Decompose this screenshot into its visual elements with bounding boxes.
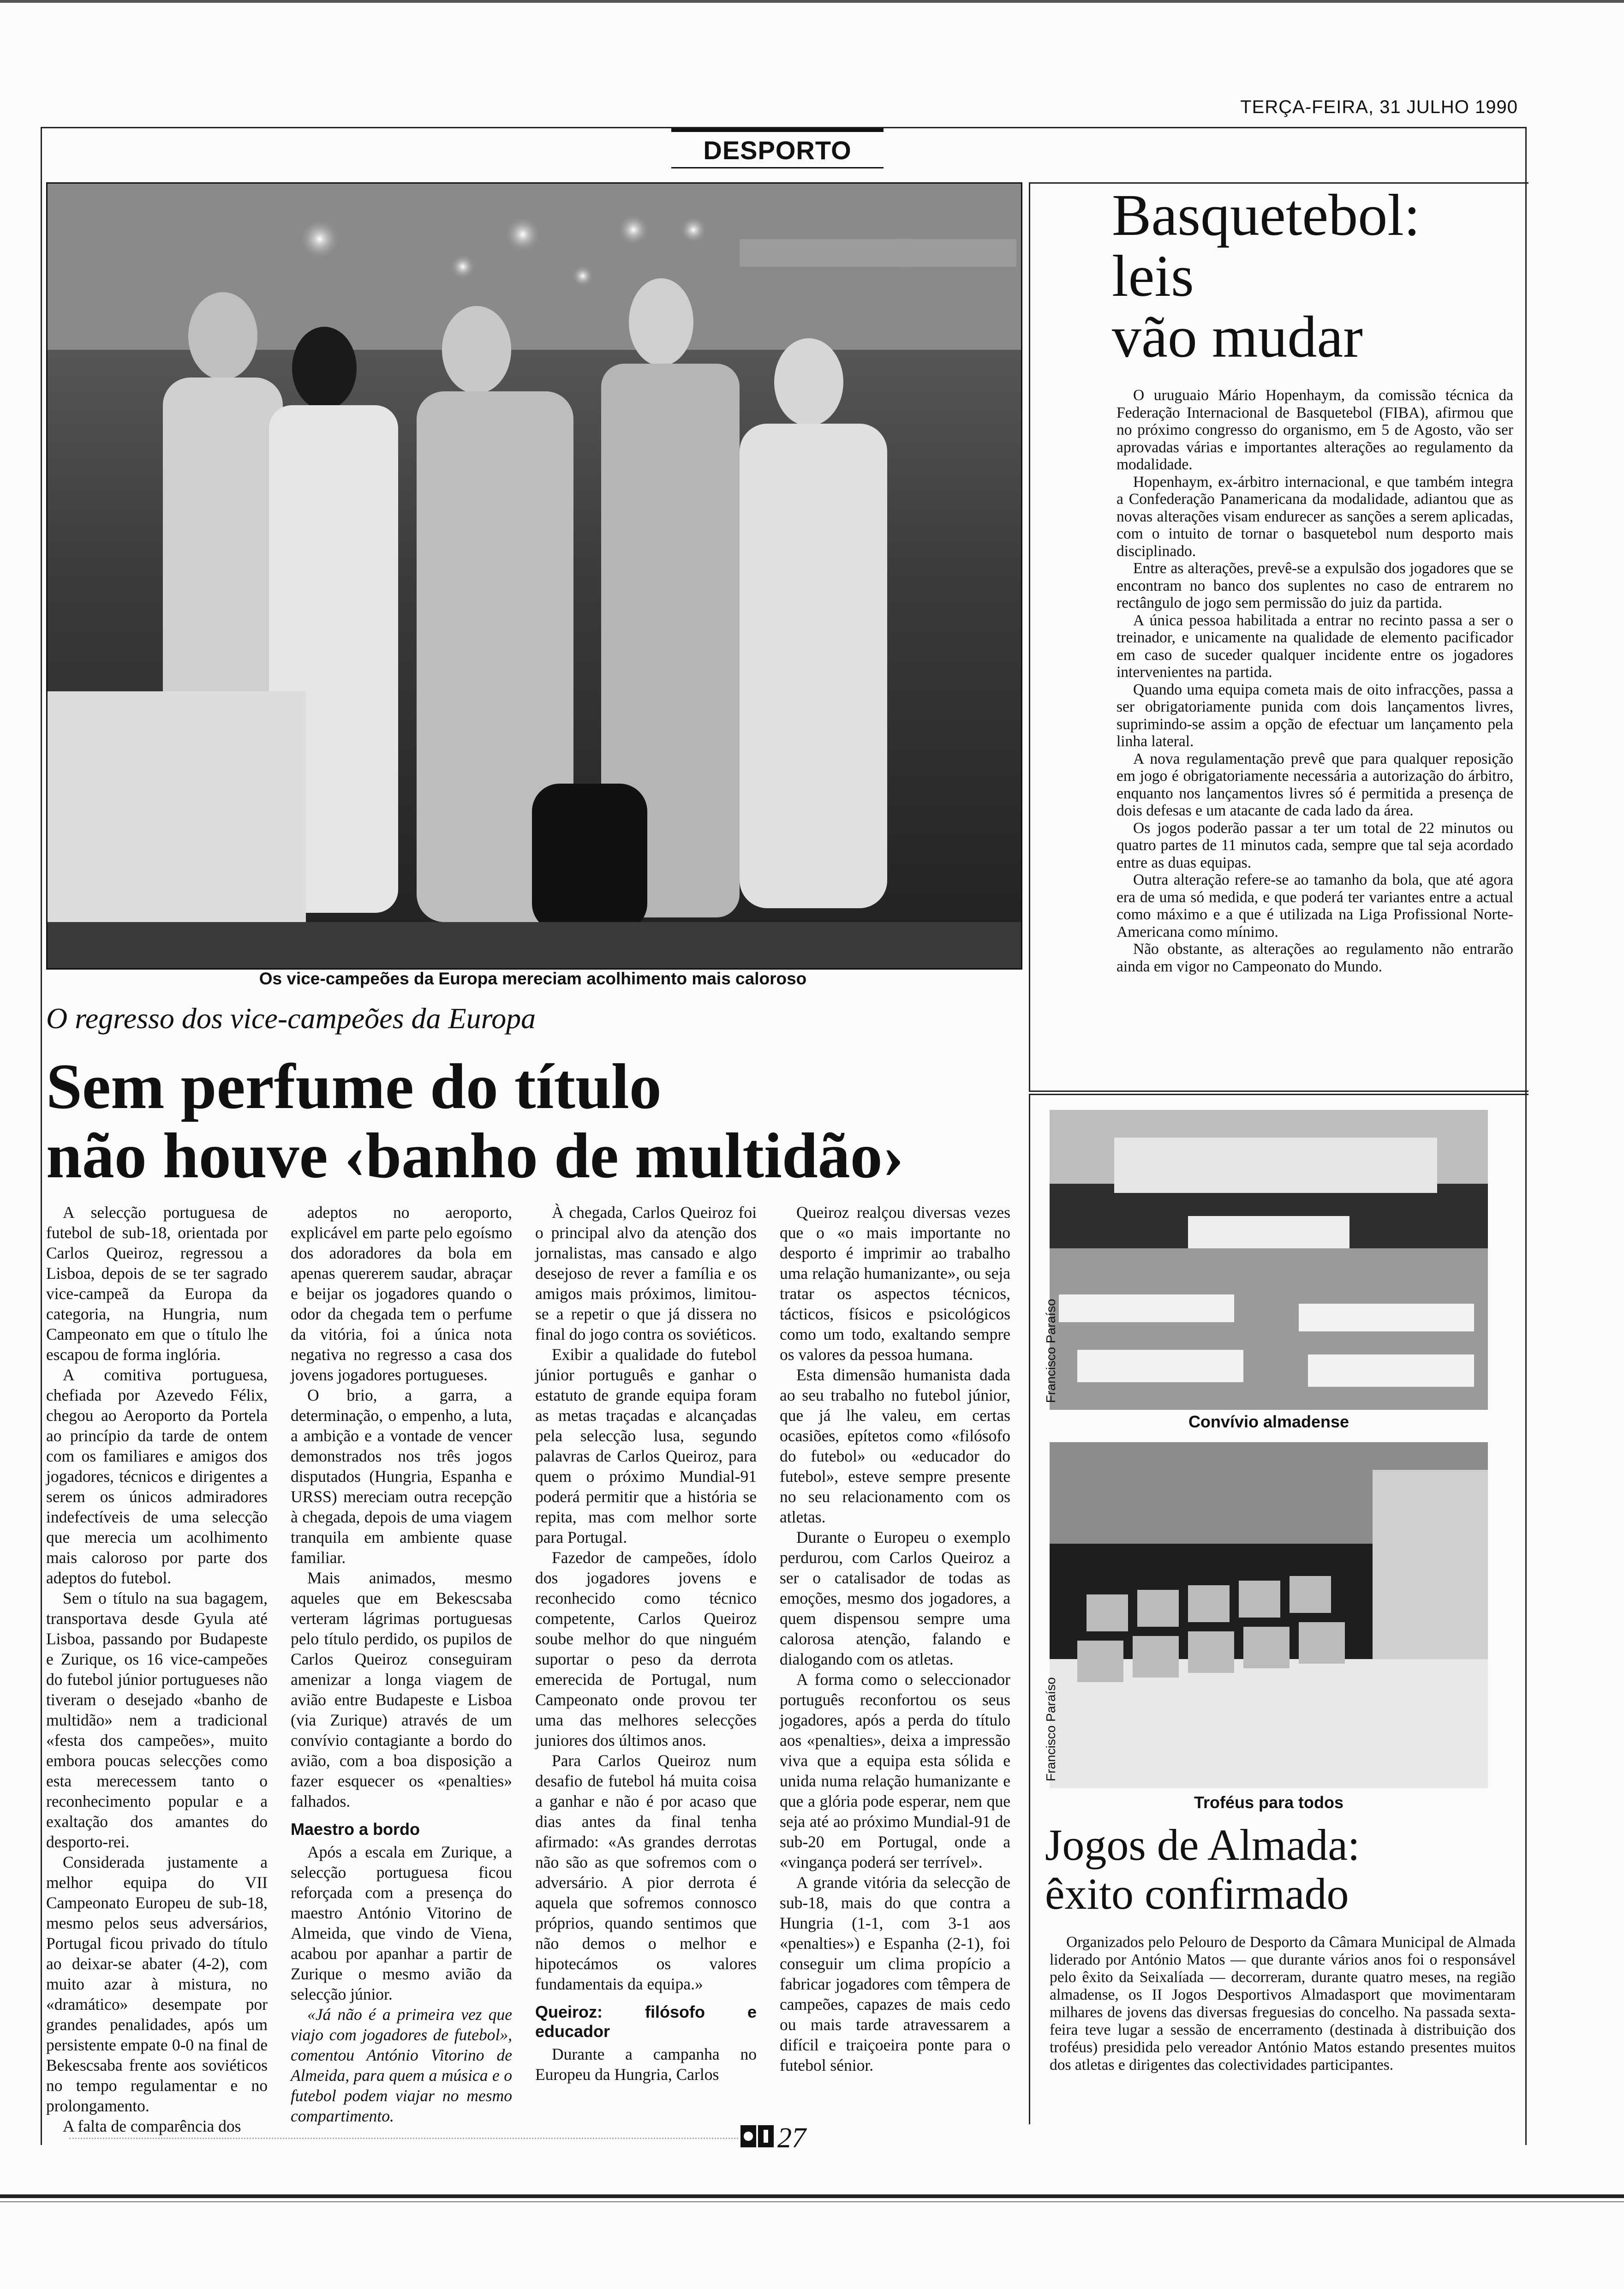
team-arrival-photo (48, 184, 1021, 968)
paragraph: Organizados pelo Pelouro de Desporto da Câmara Municipal de Almada liderado por António Matos — que durante vários anos foi o responsável pelo êxito da Seixalíada — decorreram, durante quatro meses, na região almadense, os II Jogos Desportivos Almadasport que movimentaram milhares de jovens das diversas freguesias do concelho. Na passada sexta-feira teve lugar a sessão de encerramento (destinada à distribuição dos troféus) presidida pelo vereador António Matos estando presentes muitos dos atletas e dirigentes das colectividades participantes. (1050, 1934, 1516, 2073)
main-photo-caption: Os vice-campeões da Europa mereciam acolhimento mais caloroso (259, 969, 807, 988)
paragraph: Outra alteração refere-se ao tamanho da bola, que até agora era de uma só medida, e que poderá ter variantes entre a actual como máximo e a que é utilizada na Liga Profissional Norte-Americana como mínimo. (1116, 871, 1513, 941)
kicker: O regresso dos vice-campeões da Europa (46, 1002, 536, 1035)
subhead-maestro: Maestro a bordo (291, 1820, 420, 1839)
paragraph: O uruguaio Mário Hopenhaym, da comissão técnica da Federação Internacional de Basquetebol (FIBA), afirmou que no próximo congresso do organismo, em 5 de Agosto, vão ser aprovadas várias e importantes alterações ao regulamento da modalidade. (1116, 387, 1513, 473)
almada-body (1050, 1934, 1516, 2074)
banquet-hall-photo (1050, 1110, 1488, 1410)
basketball-headline (1112, 182, 1518, 370)
paragraph: A forma como o seleccionador português reconfortou os seus jogadores, após a perda do título aos «penalties», deixa a impressão viva que a equipa esta sólida e unida numa relação humanizante e que a glória pode esperar, nem que seja até ao próximo Mundial-91 de sub-20 em Portugal, onde a «vingança poderá ser terrível». (780, 1670, 1010, 1871)
section-label: DESPORTO (671, 128, 884, 169)
headline-line: Basquetebol: (1112, 182, 1421, 248)
paragraph: Esta dimensão humanista dada ao seu trabalho no futebol júnior, que já lhe valeu, em certas ocasiões, epítetos como «filósofo do futebol» ou «educador do futebol», esteve sempre presente no seu relacionamento com os atletas. (780, 1366, 1010, 1526)
headline-line: vão mudar (1112, 304, 1363, 370)
newspaper-logo-icon (740, 2125, 775, 2150)
paragraph: A nova regulamentação prevê que para qualquer reposição em jogo é obrigatoriamente necessária a autorização do árbitro, enquanto nos lançamentos livres só é permitida a presença de dois defesas e um atacante de cada lado da área. (1116, 750, 1513, 819)
headline-line-2: não houve ‹banho de multidão› (46, 1120, 904, 1192)
article-column-3 (535, 1202, 757, 2085)
bottom-rule (0, 2194, 1624, 2198)
paragraph: Considerada justamente a melhor equipa do VII Campeonato Europeu de sub-18, mesmo pelos seus adversários, Portugal ficou privado do título ao deixar-se abater (4-2), com muito azar à mistura, no «dramático» desempate por grandes penalidades, após um persistente empate 0-0 na final de Bekescsaba frente aos soviéticos no tempo regulamentar e no prolongamento. (46, 1853, 268, 2115)
paragraph: Para Carlos Queiroz num desafio de futebol há muita coisa a ganhar e não é por acaso que dias antes da final tenha afirmado: «As grandes derrotas não são as que sofremos com o adversário. A pior derrota é aquela que sofremos connosco próprios, quando sentimos que não demos o melhor e hipotecámos os valores fundamentais da equipa.» (535, 1751, 757, 1993)
paragraph: Queiroz realçou diversas vezes que o «o mais importante no desporto é imprimir ao trabalho uma relação humanizante», ou seja tratar os aspectos técnicos, tácticos, físicos e psicológicos como um todo, exaltando sempre os valores da pessoa humana. (780, 1203, 1010, 1364)
subhead-queiroz: Queiroz: filósofo e educador (535, 2002, 757, 2041)
article-column-4 (780, 1202, 1010, 2075)
headline-line: êxito confirmado (1045, 1869, 1349, 1918)
paragraph: A comitiva portuguesa, chefiada por Azevedo Félix, chegou ao Aeroporto da Portela ao princípio da tarde de ontem com os familiares e amigos dos jogadores, técnicos e dirigentes a serem os únicos admiradores indefectíveis de uma selecção que merecia um acolhimento mais caloroso por parte dos adeptos do futebol. (46, 1366, 268, 1587)
paragraph: Mais animados, mesmo aqueles que em Bekescsaba verteram lágrimas portuguesas pelo título perdido, os pupilos de Carlos Queiroz conseguiram amenizar a longa viagem de avião entre Budapeste e Lisboa (via Zurique) através de um convívio contagiante a bordo do avião, com a boa disposição a fazer esquecer os «penalties» falhados. (291, 1569, 512, 1810)
paragraph: Hopenhaym, ex-árbitro internacional, e que também integra a Confederação Panamericana da modalidade, adiantou que as novas alterações visam endurecer as sanções a serem aplicadas, com o intuito de tornar o basquetebol num desporto mais disciplinado. (1116, 473, 1513, 560)
almada-headline (1045, 1821, 1525, 1918)
paragraph: Quando uma equipa cometa mais de oito infracções, passa a ser obrigatoriamente punida com dois lançamentos livres, suprimindo-se assim a opção de efectuar um lançamento pela linha lateral. (1116, 681, 1513, 750)
paragraph: A única pessoa habilitada a entrar no recinto passa a ser o treinador, e unicamente na qualidade de elemento pacificador em caso de suceder qualquer incidente entre os jogadores intervenientes na partida. (1116, 611, 1513, 681)
paragraph: Durante a campanha no Europeu da Hungria, Carlos (535, 2045, 757, 2084)
headline-line: leis (1112, 243, 1194, 309)
bottom-rule-thin (0, 2201, 1624, 2202)
headline-line: Jogos de Almada: (1045, 1820, 1360, 1870)
paragraph: À chegada, Carlos Queiroz foi o principal alvo da atenção dos jornalistas, mas cansado e algo desejoso de rever a família e os amigos mais próximos, limitou-se a repetir o que já dissera no final do jogo contra os soviéticos. (535, 1203, 757, 1343)
dinner-photo-caption: Convívio almadense (1188, 1412, 1349, 1431)
paragraph: A grande vitória da selecção de sub-18, mais do que contra a Hungria (1-1, com 3-1 aos «penalties») e Espanha (2-1), foi conseguir um clima propício a fabricar jogadores com têmpera de campeões, capazes de mais cedo ou mais tarde atravessarem a difícil e traiçoeira ponte para o futebol sénior. (780, 1873, 1010, 2074)
page-number: 27 (777, 2122, 806, 2154)
trophies-photo-caption: Troféus para todos (1194, 1793, 1344, 1812)
paragraph: «Já não é a primeira vez que viajo com jogadores de futebol», comentou António Vitorino de Almeida, para quem a música e o futebol podem viajar no mesmo compartimento. (291, 2005, 512, 2125)
paragraph: Exibir a qualidade do futebol júnior português e ganhar o estatuto de grande equipa foram as metas traçadas e alcançadas pela selecção lusa, segundo palavras de Carlos Queiroz, para quem o próximo Mundial-91 poderá permitir que a história se repita, mas com melhor sorte para Portugal. (535, 1345, 757, 1546)
article-column-1 (46, 1202, 268, 2136)
photo-credit: Francisco Paraíso (1044, 1299, 1058, 1403)
headline-line-1: Sem perfume do título (46, 1051, 662, 1122)
footer-rule (69, 2138, 738, 2140)
paragraph: Sem o título na sua bagagem, transportava desde Gyula até Lisboa, passando por Budapeste e Zurique, os 16 vice-campeões do futebol júnior portugueses não tiveram o desejado «banho de multidão» nem a tradicional «festa dos campeões», muito embora poucas selecções como esta merecessem tanto o reconhecimento popular e a exaltação dos amantes do desporto-rei. (46, 1589, 268, 1851)
basketball-body (1116, 387, 1513, 975)
paragraph: Os jogos poderão passar a ter um total de 22 minutos ou quatro partes de 11 minutos cada, sempre que tal seja acordado entre as duas equipas. (1116, 819, 1513, 871)
trophies-photo (1050, 1442, 1488, 1788)
headline (46, 1052, 1061, 1191)
paragraph: adeptos no aeroporto, explicável em parte pelo egoísmo dos adoradores da bola em apenas quererem saudar, abraçar e beijar os jogadores quando o odor da chegada tem o perfume da vitória, foi a única nota negativa no regresso a casa dos jovens jogadores portugueses. (291, 1203, 512, 1384)
issue-date: TERÇA-FEIRA, 31 JULHO 1990 (1240, 97, 1518, 117)
section-underline (671, 167, 884, 168)
paragraph: A falta de comparência dos (63, 2117, 241, 2135)
paragraph: A selecção portuguesa de futebol de sub-18, orientada por Carlos Queiroz, regressou a Lisboa, depois de se ter sagrado vice-campeã da Europa da categoria, na Hungria, num Campeonato em que o título lhe escapou de forma inglória. (46, 1203, 268, 1364)
paragraph: Fazedor de campeões, ídolo dos jogadores jovens e reconhecido como técnico competente, Carlos Queiroz soube melhor do que ninguém suportar o peso da derrota emerecida de Portugal, num Campeonato onde provou ter uma das melhores selecções juniores dos últimos anos. (535, 1548, 757, 1750)
main-photo (46, 182, 1022, 970)
paragraph: Após a escala em Zurique, a selecção portuguesa ficou reforçada com a presença do maestro António Vitorino de Almeida, que vindo de Viena, acabou por apanhar a partir de Zurique o mesmo avião da selecção júnior. (291, 1843, 512, 2003)
dinner-photo (1050, 1110, 1488, 1410)
paragraph: Entre as alterações, prevê-se a expulsão dos jogadores que se encontram no banco dos suplentes no caso de entrarem no rectângulo de jogo sem permissão do juiz da partida. (1116, 560, 1513, 611)
paragraph: Durante o Europeu o exemplo perdurou, com Carlos Queiroz a ser o catalisador de todas as emoções, mesmo dos jogadores, a quem dispensou sempre uma calorosa atenção, falando e dialogando com os atletas. (780, 1528, 1010, 1668)
paragraph: Não obstante, as alterações ao regulamento não entrarão ainda em vigor no Campeonato do Mundo. (1116, 941, 1513, 975)
photo-credit: Francisco Paraíso (1044, 1677, 1058, 1781)
trophy-table-photo (1050, 1442, 1488, 1788)
scan-top-edge (0, 0, 1624, 3)
paragraph: O brio, a garra, a determinação, o empenho, a luta, a ambição e a vontade de vencer demonstrados nos três jogos disputados (Hungria, Espanha e URSS) mereciam outra recepção à chegada, depois de uma viagem tranquila em ambiente quase familiar. (291, 1386, 512, 1567)
article-column-2 (291, 1202, 512, 2126)
